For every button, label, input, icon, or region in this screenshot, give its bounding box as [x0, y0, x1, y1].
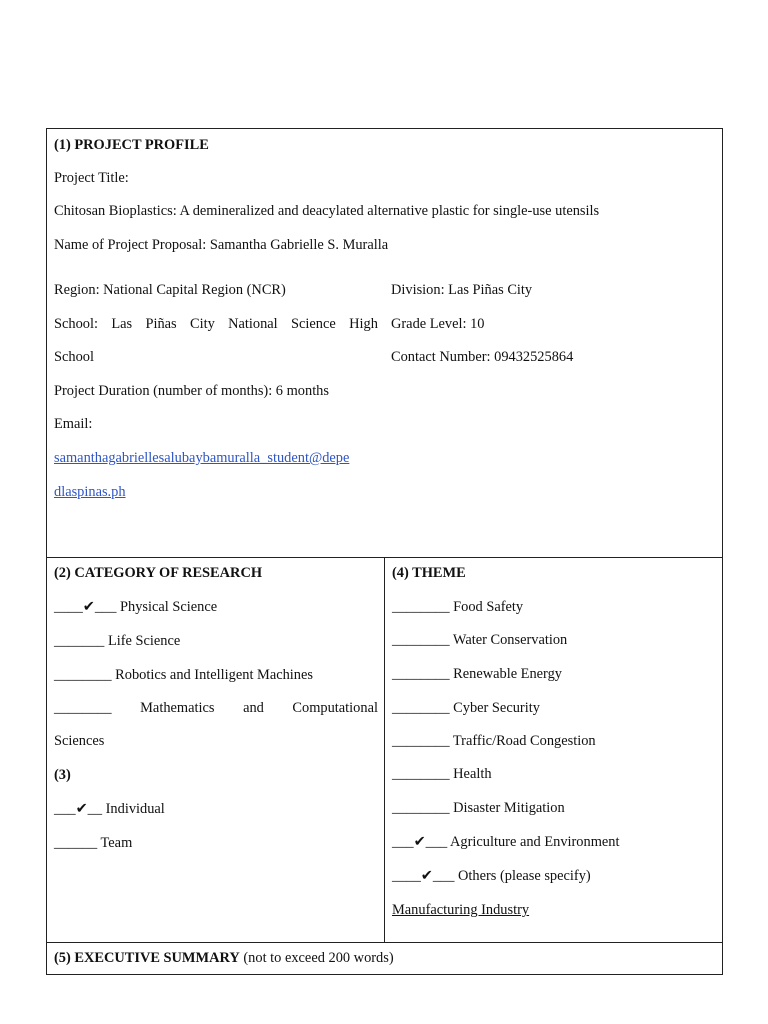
division-field: Division: Las Piñas City: [391, 282, 533, 298]
team-individual: ___✔__ Individual: [54, 801, 165, 817]
proponent-line: [54, 237, 388, 254]
executive-summary-section: [46, 943, 723, 975]
math-word: and: [243, 700, 264, 716]
school-word: Science: [291, 316, 336, 332]
category-life-science: _______ Life Science: [54, 633, 181, 649]
contact-field: [391, 349, 573, 366]
contact-label: Contact Number:: [391, 349, 491, 365]
theme-renewable-energy: ________ Renewable Energy: [392, 666, 562, 682]
proponent-name: Samantha Gabrielle S. Muralla: [209, 237, 389, 253]
school-word: High: [349, 316, 378, 332]
project-title-label: Project Title:: [54, 170, 129, 186]
category-theme-section: [46, 558, 723, 943]
email-link[interactable]: samanthagabriellesalubaybamuralla_student@depe: [54, 450, 350, 466]
theme-agriculture: ___✔___ Agriculture and Environment: [392, 834, 620, 850]
duration-field: Project Duration (number of months): 6 months: [54, 383, 329, 399]
executive-summary-line: [54, 950, 394, 967]
email-link-line-1[interactable]: [54, 450, 349, 467]
theme-food-safety: ________ Food Safety: [392, 599, 524, 615]
school-line-1: [54, 316, 378, 333]
theme-disaster-mitigation: ________ Disaster Mitigation: [392, 800, 565, 816]
theme-cell: [385, 558, 722, 942]
contact-number: 09432525864: [494, 349, 574, 365]
theme-others: ____✔___ Others (please specify): [392, 868, 591, 884]
proponent-label: Name of Project Proposal:: [54, 237, 207, 253]
project-title-value: Chitosan Bioplastics: A demineralized and deacylated alternative plastic for single-use utensils: [54, 203, 600, 219]
category-cell: [47, 558, 385, 942]
theme-water-conservation: ________ Water Conservation: [392, 632, 568, 648]
math-word: ________: [54, 700, 112, 716]
math-word: Computational: [292, 700, 378, 716]
theme-cyber-security: ________ Cyber Security: [392, 700, 540, 716]
email-link-line-2[interactable]: [54, 484, 126, 501]
school-word: City: [189, 316, 215, 332]
category-mathematics-line-1: [54, 700, 378, 717]
theme-other-specified: Manufacturing Industry: [392, 902, 530, 918]
email-label: Email:: [54, 416, 93, 432]
project-profile-heading: (1) PROJECT PROFILE: [54, 137, 209, 153]
category-physical-science: ____✔___ Physical Science: [54, 599, 218, 615]
project-profile-section: [46, 128, 723, 558]
executive-summary-note: (not to exceed 200 words): [243, 950, 394, 966]
school-word: School:: [54, 316, 98, 332]
grade-level-field: Grade Level: 10: [391, 316, 485, 332]
school-word: National: [228, 316, 278, 332]
project-proposal-form: [46, 128, 723, 975]
theme-health: ________ Health: [392, 766, 492, 782]
theme-traffic: ________ Traffic/Road Congestion: [392, 733, 596, 749]
category-heading: (2) CATEGORY OF RESEARCH: [54, 565, 263, 581]
theme-heading: (4) THEME: [392, 565, 466, 581]
school-word: Piñas: [145, 316, 177, 332]
team-team: ______ Team: [54, 835, 133, 851]
category-mathematics-line-2: Sciences: [54, 733, 105, 749]
email-link-continued[interactable]: dlaspinas.ph: [54, 484, 126, 500]
team-heading: (3): [54, 767, 71, 783]
category-robotics: ________ Robotics and Intelligent Machines: [54, 667, 313, 683]
school-word: Las: [111, 316, 133, 332]
school-line-2: School: [54, 349, 94, 365]
executive-summary-heading: (5) EXECUTIVE SUMMARY: [54, 950, 240, 966]
region-field: Region: National Capital Region (NCR): [54, 282, 286, 298]
math-word: Mathematics: [140, 700, 215, 716]
